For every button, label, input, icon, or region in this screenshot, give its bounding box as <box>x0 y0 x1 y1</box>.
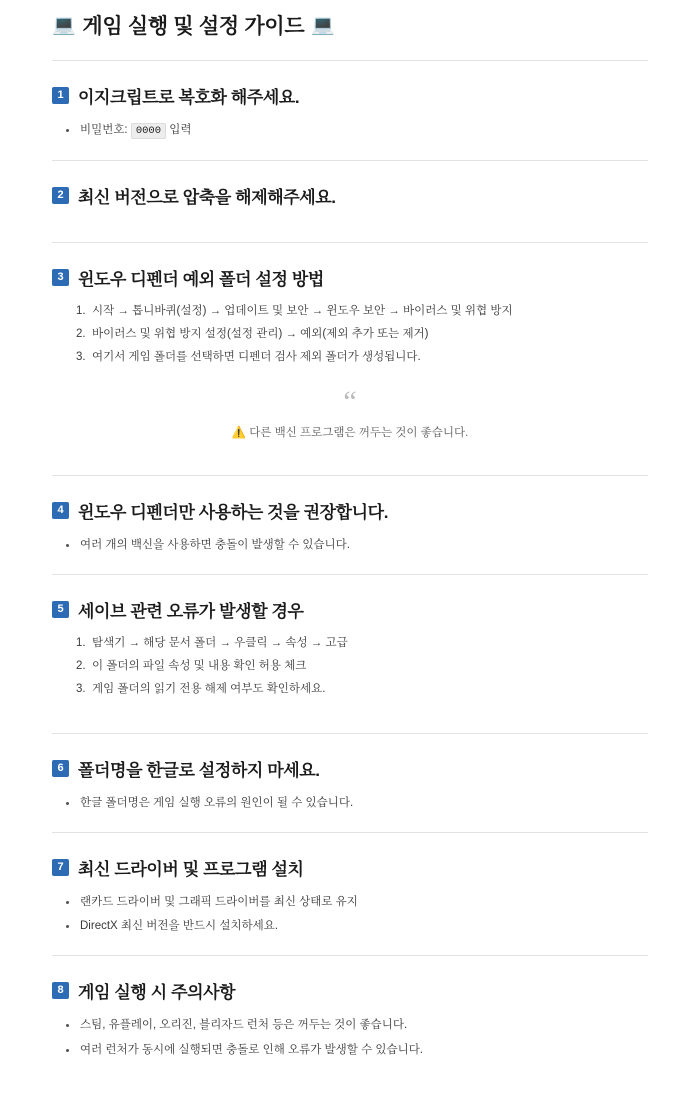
list-item: 한글 폴더명은 게임 실행 오류의 원인이 될 수 있습니다. <box>80 795 700 812</box>
bullet-list <box>0 795 700 812</box>
divider <box>52 955 648 956</box>
section-number-badge: 5 <box>52 601 69 618</box>
section-number-badge: 2 <box>52 187 69 204</box>
divider <box>52 475 648 476</box>
list-item: 여러 개의 백신을 사용하면 충돌이 발생할 수 있습니다. <box>80 537 700 554</box>
divider <box>52 242 648 243</box>
list-item: 스팀, 유플레이, 오리진, 블리자드 런처 등은 꺼두는 것이 좋습니다. <box>80 1017 700 1034</box>
laptop-icon-right: 💻 <box>311 15 335 36</box>
list-item: 탐색기 → 해당 문서 폴더 → 우클릭 → 속성 → 고급 <box>92 636 348 649</box>
section-number-badge: 4 <box>52 502 69 519</box>
divider <box>52 160 648 161</box>
section-title: 이지크립트로 복호화 해주세요. <box>78 88 300 107</box>
section-heading <box>52 498 700 523</box>
section-2 <box>0 183 700 243</box>
section-heading <box>52 756 700 781</box>
divider <box>52 733 648 734</box>
quote-mark-icon: “ <box>343 384 357 418</box>
section-heading <box>52 183 700 208</box>
bullet-text-suffix: 입력 <box>166 124 192 136</box>
section-heading <box>52 265 700 290</box>
section-title: 게임 실행 시 주의사항 <box>78 983 236 1003</box>
bullet-list <box>0 894 700 936</box>
list-item: 이 폴더의 파일 속성 및 내용 확인 허용 체크 <box>92 660 307 672</box>
section-title: 세이브 관련 오류가 발생할 경우 <box>78 601 304 621</box>
quote-body: 다른 백신 프로그램은 꺼두는 것이 좋습니다. <box>249 426 469 439</box>
laptop-icon-left: 💻 <box>52 15 76 36</box>
section-number-badge: 3 <box>52 269 69 286</box>
list-item: 랜카드 드라이버 및 그래픽 드라이버를 최신 상태로 유지 <box>80 894 700 911</box>
list-item: 여기서 게임 폴더를 선택하면 디펜더 검사 제외 폴더가 생성됩니다. <box>92 351 421 364</box>
section-number-badge: 1 <box>52 87 69 104</box>
section-title: 윈도우 디펜더 예외 폴더 설정 방법 <box>78 269 324 289</box>
blockquote <box>52 384 648 441</box>
section-heading <box>52 83 700 108</box>
page-title-text: 게임 실행 및 설정 가이드 <box>82 15 305 38</box>
section-3 <box>0 265 700 476</box>
password-code: 0000 <box>131 123 166 139</box>
section-4 <box>0 498 700 575</box>
guide-document <box>0 10 700 1059</box>
bullet-text-prefix: 비밀번호: <box>80 124 131 136</box>
list-item: 시작 → 톱니바퀴(설정) → 업데이트 및 보안 → 윈도우 보안 → 바이러스 및 위협 방지 <box>92 304 513 317</box>
section-number-badge: 8 <box>52 982 69 999</box>
section-heading <box>52 978 700 1003</box>
spacer <box>0 705 700 713</box>
divider <box>52 574 648 575</box>
page-title <box>52 10 700 40</box>
bullet-list <box>0 1017 700 1059</box>
list-item: 바이러스 및 위협 방지 설정(설정 관리) → 예외(제외 추가 또는 제거) <box>92 328 429 340</box>
section-7 <box>0 855 700 957</box>
quote-text <box>232 427 469 439</box>
section-title: 윈도우 디펜더만 사용하는 것을 권장합니다. <box>78 502 389 522</box>
section-5 <box>0 597 700 734</box>
ordered-list <box>0 635 700 699</box>
section-6 <box>0 756 700 833</box>
list-item <box>80 122 700 140</box>
section-heading <box>52 597 700 622</box>
section-number-badge: 7 <box>52 859 69 876</box>
spacer <box>0 441 700 455</box>
list-item: 게임 폴더의 읽기 전용 해제 여부도 확인하세요. <box>92 683 326 696</box>
list-item: DirectX 최신 버전을 반드시 설치하세요. <box>80 918 700 935</box>
section-number-badge: 6 <box>52 760 69 777</box>
bullet-list <box>0 537 700 554</box>
section-title: 최신 버전으로 압축을 해제해주세요. <box>78 187 336 207</box>
section-1 <box>0 83 700 161</box>
bullet-list <box>0 122 700 140</box>
section-title: 폴더명을 한글로 설정하지 마세요. <box>78 760 320 780</box>
section-8 <box>0 978 700 1059</box>
section-title: 최신 드라이버 및 프로그램 설치 <box>78 859 304 879</box>
section-heading <box>52 855 700 880</box>
divider <box>52 60 648 61</box>
warning-icon: ⚠️ <box>231 426 246 439</box>
ordered-list <box>0 303 700 367</box>
divider <box>52 832 648 833</box>
spacer <box>0 208 700 222</box>
list-item: 여러 런처가 동시에 실행되면 충돌로 인해 오류가 발생할 수 있습니다. <box>80 1042 700 1059</box>
